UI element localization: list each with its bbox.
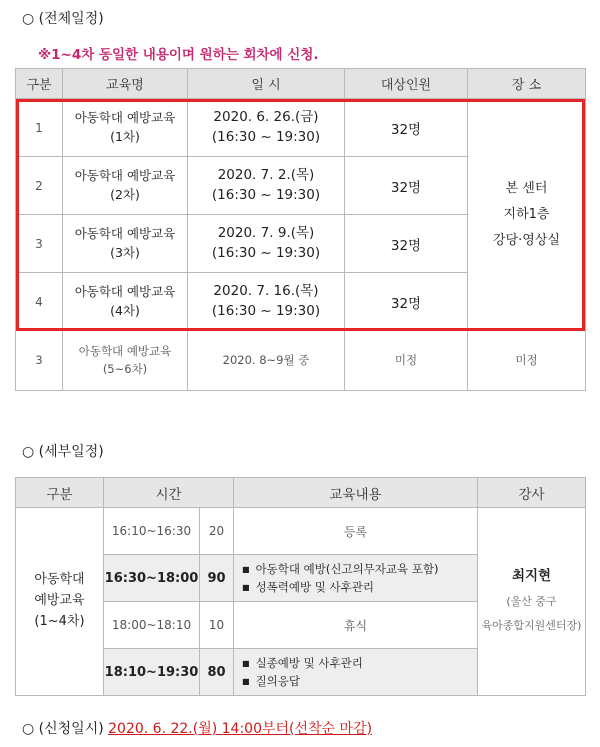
minutes: 80 [200, 649, 234, 696]
instructor-cell [478, 508, 586, 696]
course-name: 아동학대 예방교육 (3차) [63, 215, 188, 273]
col-header-division: 구분 [16, 478, 104, 508]
course-name: 아동학대 예방교육 (4차) [63, 273, 188, 331]
list-item: ■ 실종예방 및 사후관리 [242, 654, 477, 672]
row-number: 3 [16, 331, 63, 391]
course-datetime: 2020. 6. 26.(금) (16:30 ~ 19:30) [188, 99, 345, 157]
content [234, 555, 478, 602]
minutes: 20 [200, 508, 234, 555]
col-header-course: 교육명 [63, 69, 188, 99]
col-header-content: 교육내용 [234, 478, 478, 508]
minutes: 90 [200, 555, 234, 602]
notice-text: ※1~4차 동일한 내용이며 원하는 회차에 신청. [38, 47, 319, 63]
apply-date: 2020. 6. 22.(월) 14:00부터(선착순 마감) [108, 721, 373, 737]
detail-schedule-heading: ○ (세부일정) [22, 444, 104, 460]
instructor-org: 육아종합지원센터장) [481, 619, 582, 633]
place-cell: 본 센터 지하1층 강당·영상실 [468, 99, 586, 331]
detail-schedule-table [15, 477, 586, 696]
capacity: 32명 [345, 273, 468, 331]
minutes: 10 [200, 602, 234, 649]
table-row [16, 331, 586, 391]
capacity: 32명 [345, 99, 468, 157]
course-name: 아동학대 예방교육 (5~6차) [63, 331, 188, 391]
col-header-instructor: 강사 [478, 478, 586, 508]
table-row [16, 508, 586, 555]
list-item: ■ 성폭력예방 및 사후관리 [242, 578, 477, 596]
col-header-division: 구분 [16, 69, 63, 99]
course-datetime: 2020. 7. 16.(목) (16:30 ~ 19:30) [188, 273, 345, 331]
content: 등록 [234, 508, 478, 555]
col-header-place: 장 소 [468, 69, 586, 99]
capacity: 미정 [345, 331, 468, 391]
instructor-name: 최지현 [511, 567, 552, 584]
time-range: 16:10~16:30 [104, 508, 200, 555]
time-range: 16:30~18:00 [104, 555, 200, 602]
course-datetime: 2020. 7. 9.(목) (16:30 ~ 19:30) [188, 215, 345, 273]
list-item: ■ 질의응답 [242, 672, 477, 690]
row-number: 2 [16, 157, 63, 215]
overall-schedule-table [15, 68, 586, 391]
content [234, 649, 478, 696]
apply-date-heading: ○ (신청일시) 2020. 6. 22.(월) 14:00부터(선착순 마감) [22, 721, 373, 737]
instructor-org: (울산 중구 [506, 594, 557, 608]
content: 휴식 [234, 602, 478, 649]
table-row [16, 99, 586, 157]
course-name: 아동학대 예방교육 (2차) [63, 157, 188, 215]
course-datetime: 2020. 7. 2.(목) (16:30 ~ 19:30) [188, 157, 345, 215]
col-header-capacity: 대상인원 [345, 69, 468, 99]
list-item: ■ 아동학대 예방(신고의무자교육 포함) [242, 560, 477, 578]
group-cell: 아동학대 예방교육 (1~4차) [16, 508, 104, 696]
row-number: 3 [16, 215, 63, 273]
overall-schedule-heading: ○ (전체일정) [22, 11, 104, 27]
place-cell: 미정 [468, 331, 586, 391]
capacity: 32명 [345, 215, 468, 273]
capacity: 32명 [345, 157, 468, 215]
col-header-time: 시간 [104, 478, 234, 508]
col-header-datetime: 일 시 [188, 69, 345, 99]
course-datetime: 2020. 8~9월 중 [188, 331, 345, 391]
time-range: 18:00~18:10 [104, 602, 200, 649]
row-number: 4 [16, 273, 63, 331]
course-name: 아동학대 예방교육 (1차) [63, 99, 188, 157]
time-range: 18:10~19:30 [104, 649, 200, 696]
row-number: 1 [16, 99, 63, 157]
